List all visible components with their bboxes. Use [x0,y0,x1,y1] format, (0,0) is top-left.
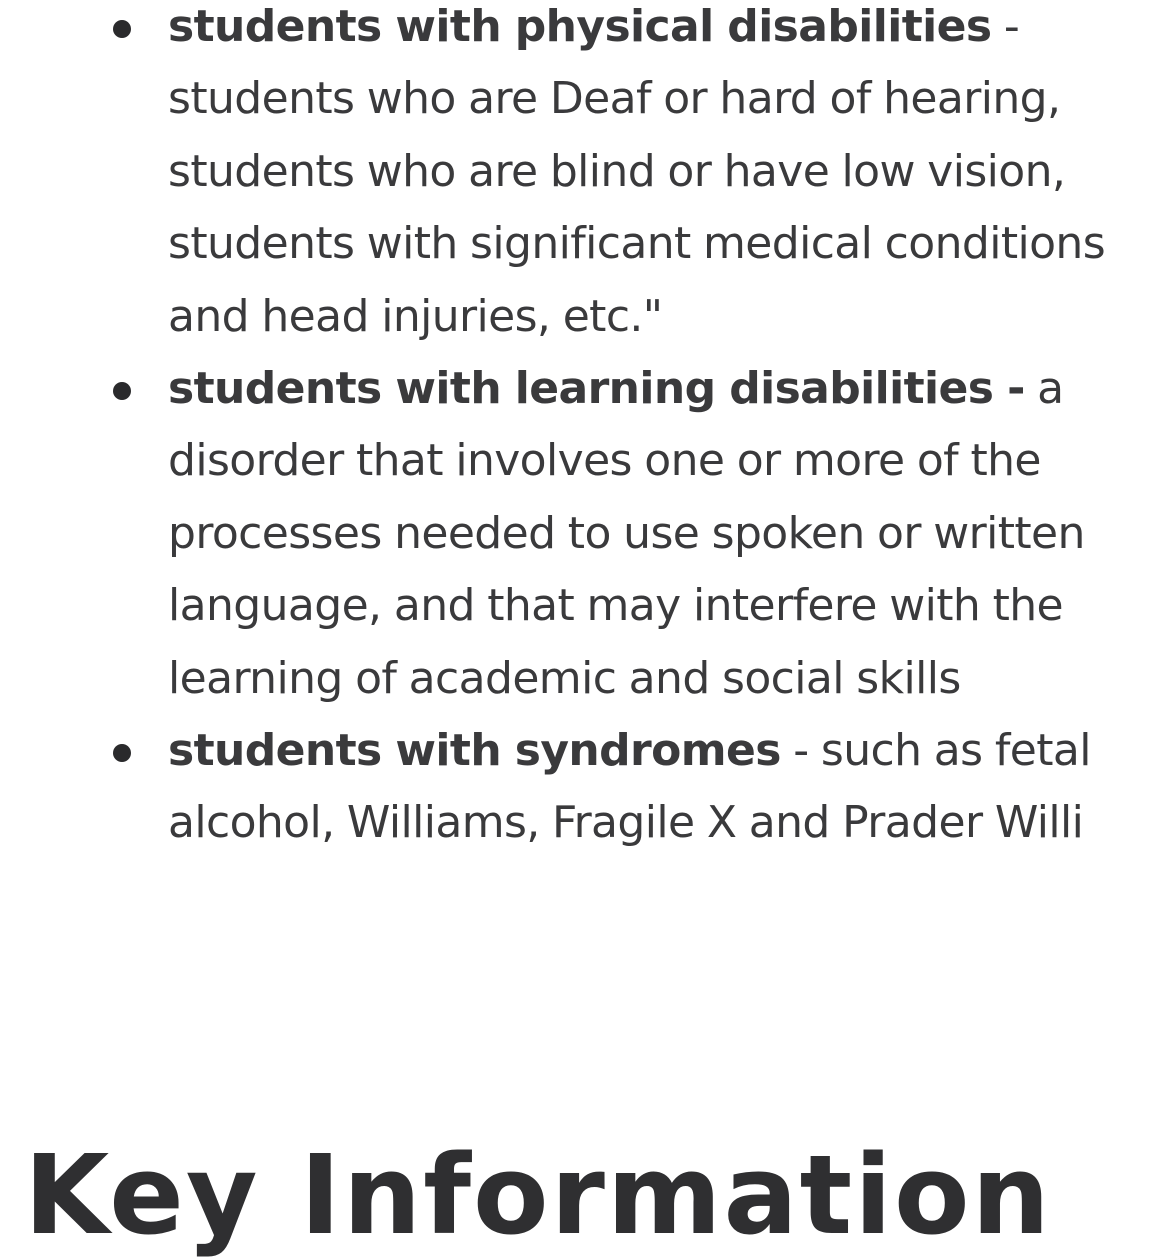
bullet-dot [113,382,131,400]
list-item-description: - such as fetal alcohol, Williams, Fragile X and Prader Willi [168,725,1091,849]
list-item-description: - students who are Deaf or hard of hearing, students who are blind or have low vision, students with significant medical conditions and head injuries, etc." [168,1,1106,342]
next-section-heading-partial: Key Information [24,1131,1052,1259]
bullet-dot [113,20,131,38]
list-item [168,353,1128,715]
list-item-term: students with syndromes [168,725,781,777]
bullet-dot [113,744,131,762]
list-item [168,715,1128,860]
list-item-term: students with learning disabilities - [168,363,1025,415]
disability-categories-list [168,0,1128,860]
list-item-description: a disorder that involves one or more of the processes needed to use spoken or written language, and that may interfere with the learning of academic and social skills [168,363,1085,704]
list-item-term: students with physical disabilities [168,1,992,52]
list-item [168,0,1128,353]
